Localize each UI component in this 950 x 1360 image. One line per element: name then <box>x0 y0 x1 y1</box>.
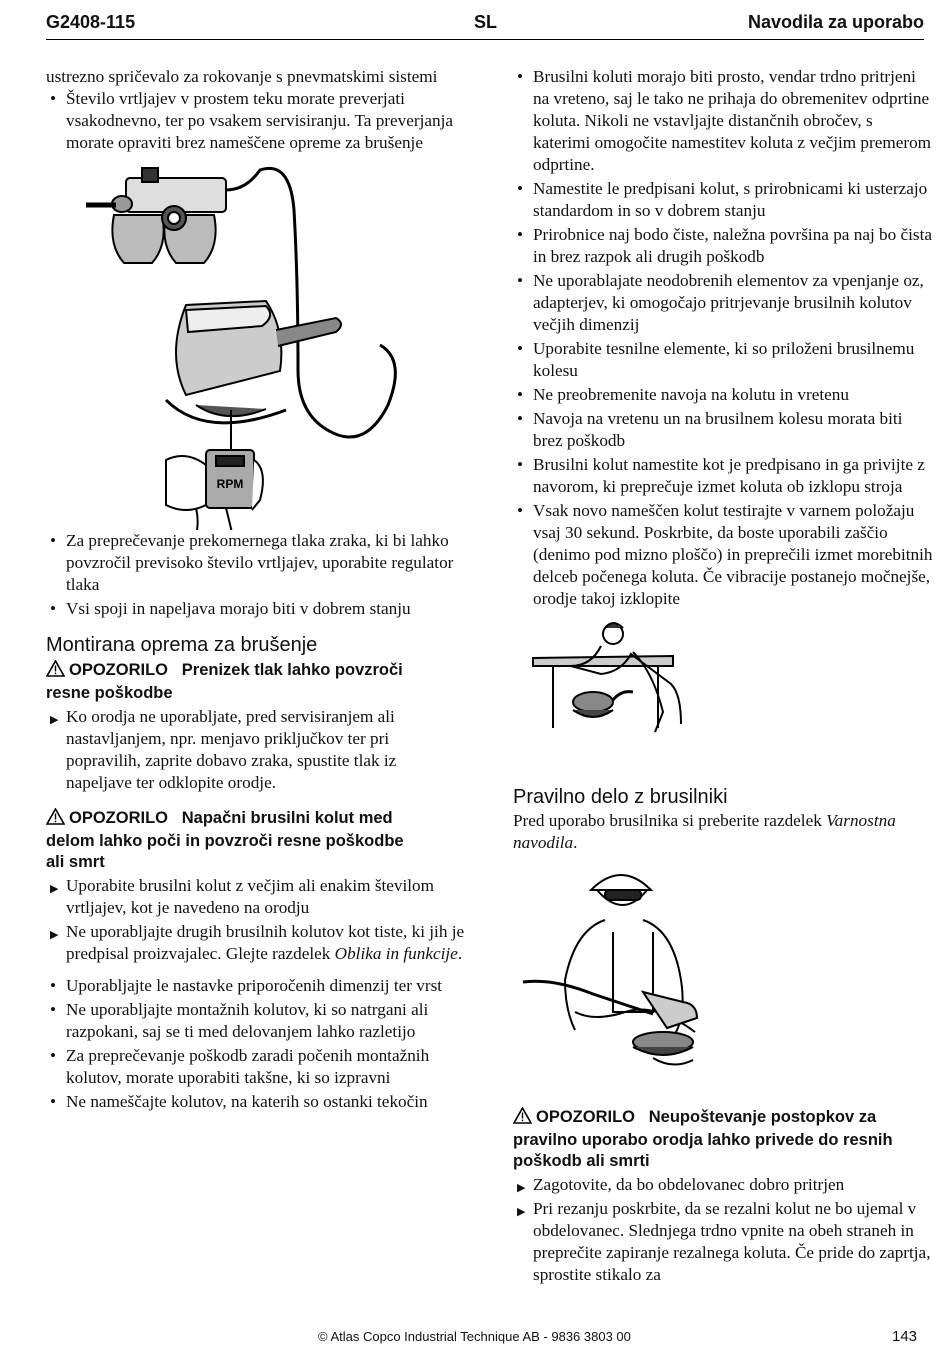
warning-text: pravilno uporabo orodja lahko privede do resnih <box>513 1131 893 1149</box>
intro-text: ustrezno spričevalo za rokovanje s pnevmatskimi sistemi <box>46 67 438 86</box>
list-item-text: . <box>457 944 463 963</box>
warning-low-pressure <box>46 660 466 704</box>
warning-label: OPOZORILO <box>69 661 168 679</box>
list-item: ▶ Pri rezanju poskrbite, da se rezalni kolut ne bo ujemal v obdelovanec. Slednjega trdno vpnite na obeh straneh in preprečite zapiranje rezalnega koluta. Če pride do zaprtja, sprostite stikalo za <box>513 1198 933 1286</box>
bullet-list-pressure <box>46 530 466 620</box>
list-item: • Za preprečevanje poškodb zaradi počenih montažnih kolutov, morate uporabiti takšne, ki so izpravni <box>46 1045 466 1089</box>
rpm-check-illustration <box>46 160 466 530</box>
intro-text: Pred uporabo brusilnika si preberite razdelek <box>513 811 827 830</box>
warning-actions-low-pressure <box>46 706 466 794</box>
doc-title: Navodila za uporabo <box>747 12 924 32</box>
list-item: • Ne uporablajate neodobrenih elementov za vpenjanje oz, adapterjev, ki omogočajo pritrjevanje brusilnih kolutov večjih dimenzij <box>513 270 933 336</box>
warning-text: Napačni brusilni kolut med <box>181 809 393 827</box>
warning-text: Neupoštevanje postopkov za <box>648 1108 877 1126</box>
left-column <box>46 66 466 1115</box>
warning-actions-procedure <box>513 1174 933 1286</box>
copyright: © Atlas Copco Industrial Technique AB - 9836 3803 00 <box>318 1329 631 1344</box>
warning-triangle-icon <box>46 808 65 831</box>
page-header <box>46 10 924 40</box>
warning-actions-wrong-wheel <box>46 875 466 965</box>
warning-text: poškodb ali smrti <box>513 1152 650 1170</box>
warning-procedure <box>513 1107 933 1172</box>
section-heading-mounted-equipment: Montirana oprema za brušenje <box>46 634 318 656</box>
intro-text: . <box>573 833 578 852</box>
worker-grinder-illustration <box>513 862 933 1077</box>
bullet-list-attachments <box>46 975 466 1113</box>
warning-triangle-icon <box>513 1107 532 1130</box>
warning-triangle-icon <box>46 660 65 683</box>
list-item: • Prirobnice naj bodo čiste, naležna površina pa naj bo čista in brez razpok ali drugih poškodb <box>513 224 933 268</box>
warning-text: Prenizek tlak lahko povzroči <box>181 661 403 679</box>
list-item: • Ne uporabljajte montažnih kolutov, ki so natrgani ali razpokani, saj se ti med delovanjem lahko razletijo <box>46 999 466 1043</box>
list-item: ▶ Ko orodja ne uporabljate, pred servisiranjem ali nastavljanjem, npr. menjavo priključkov ter pri popravilih, zaprite dobavo zraka, spustite tlak iz napeljave ter odklopite orodje. <box>46 706 466 794</box>
warning-label: OPOZORILO <box>69 809 168 827</box>
worker-grinder-drawing <box>513 862 933 1077</box>
section-reference: Oblika in funkcije <box>334 944 458 963</box>
list-item: • Navoja na vretenu un na brusilnem kolesu morata biti brez poškodb <box>513 408 933 452</box>
list-item: • Brusilni koluti morajo biti prosto, vendar trdno pritrjeni na vreteno, saj le tako ne prihaja do obremenitev odprtine koluta. Nikoli ne vstavljajte distančnih obročev, s katerimi omogočite namestitev koluta z večjim premerom odprtine. <box>513 66 933 176</box>
warning-label: OPOZORILO <box>536 1108 635 1126</box>
list-item: • Vsi spoji in napeljava morajo biti v dobrem stanju <box>46 598 466 620</box>
bullet-list-rpm <box>46 88 466 154</box>
list-item: • Namestite le predpisani kolut, s prirobnicami ki usterzajo standardom in so v dobrem stanju <box>513 178 933 222</box>
list-item: ▶ Zagotovite, da bo obdelovanec dobro pritrjen <box>513 1174 933 1196</box>
section-intro <box>513 810 933 854</box>
list-item: • Brusilni kolut namestite kot je predpisano in ga privijte z navorom, ki preprečuje izmet koluta ob izklopu stroja <box>513 454 933 498</box>
warning-text: delom lahko poči in povzroči resne poškodbe <box>46 832 404 850</box>
bullet-list-wheel-mounting <box>513 66 933 610</box>
right-column <box>513 66 933 1288</box>
section-heading-correct-use: Pravilno delo z brusilniki <box>513 786 728 808</box>
list-item: ▶ Uporabite brusilni kolut z večjim ali enakim številom vrtljajev, kot je navedeno na orodju <box>46 875 466 919</box>
list-item: • Uporabljajte le nastavke priporočenih dimenzij ter vrst <box>46 975 466 997</box>
doc-id: G2408-115 <box>46 12 136 32</box>
list-item: • Število vrtljajev v prostem teku morate preverjati vsakodnevno, ter po vsakem servisiranju. Ta preverjanja morate opraviti brez nameščene opreme za brušenje <box>46 88 466 154</box>
list-item-text: Ne uporabljajte drugih brusilnih kolutov kot tiste, ki jih je predpisal proizvajalec. Glejte razdelek <box>66 922 465 963</box>
list-item: • Za preprečevanje prekomernega tlaka zraka, ki bi lahko povzročil previsoko število vrtljajev, uporabite regulator tlaka <box>46 530 466 596</box>
warning-text: resne poškodbe <box>46 684 173 702</box>
rpm-check-drawing <box>46 160 466 530</box>
warning-text: ali smrt <box>46 853 105 871</box>
section-reference: Varnostna navodila <box>513 811 896 852</box>
list-item: • Ne nameščajte kolutov, na katerih so ostanki tekočin <box>46 1091 466 1113</box>
list-item: • Ne preobremenite navoja na kolutu in vretenu <box>513 384 933 406</box>
wheel-test-drawing <box>513 620 933 750</box>
page-number: 143 <box>892 1328 918 1345</box>
list-item: • Uporabite tesnilne elemente, ki so priloženi brusilnemu kolesu <box>513 338 933 382</box>
list-item: • Vsak novo nameščen kolut testirajte v varnem položaju vsaj 30 sekund. Poskrbite, da boste uporabili zaščio (denimo pod mizno ploščo) in preprečili izmet morebitnih delceb počenega koluta. Če vibracije postanejo močnejše, orodje takoj izklopite <box>513 500 933 610</box>
language-code: SL <box>474 12 498 32</box>
list-item <box>46 921 466 965</box>
tachometer-label: RPM <box>216 477 244 491</box>
wheel-test-illustration <box>513 620 933 750</box>
warning-wrong-wheel <box>46 808 466 873</box>
